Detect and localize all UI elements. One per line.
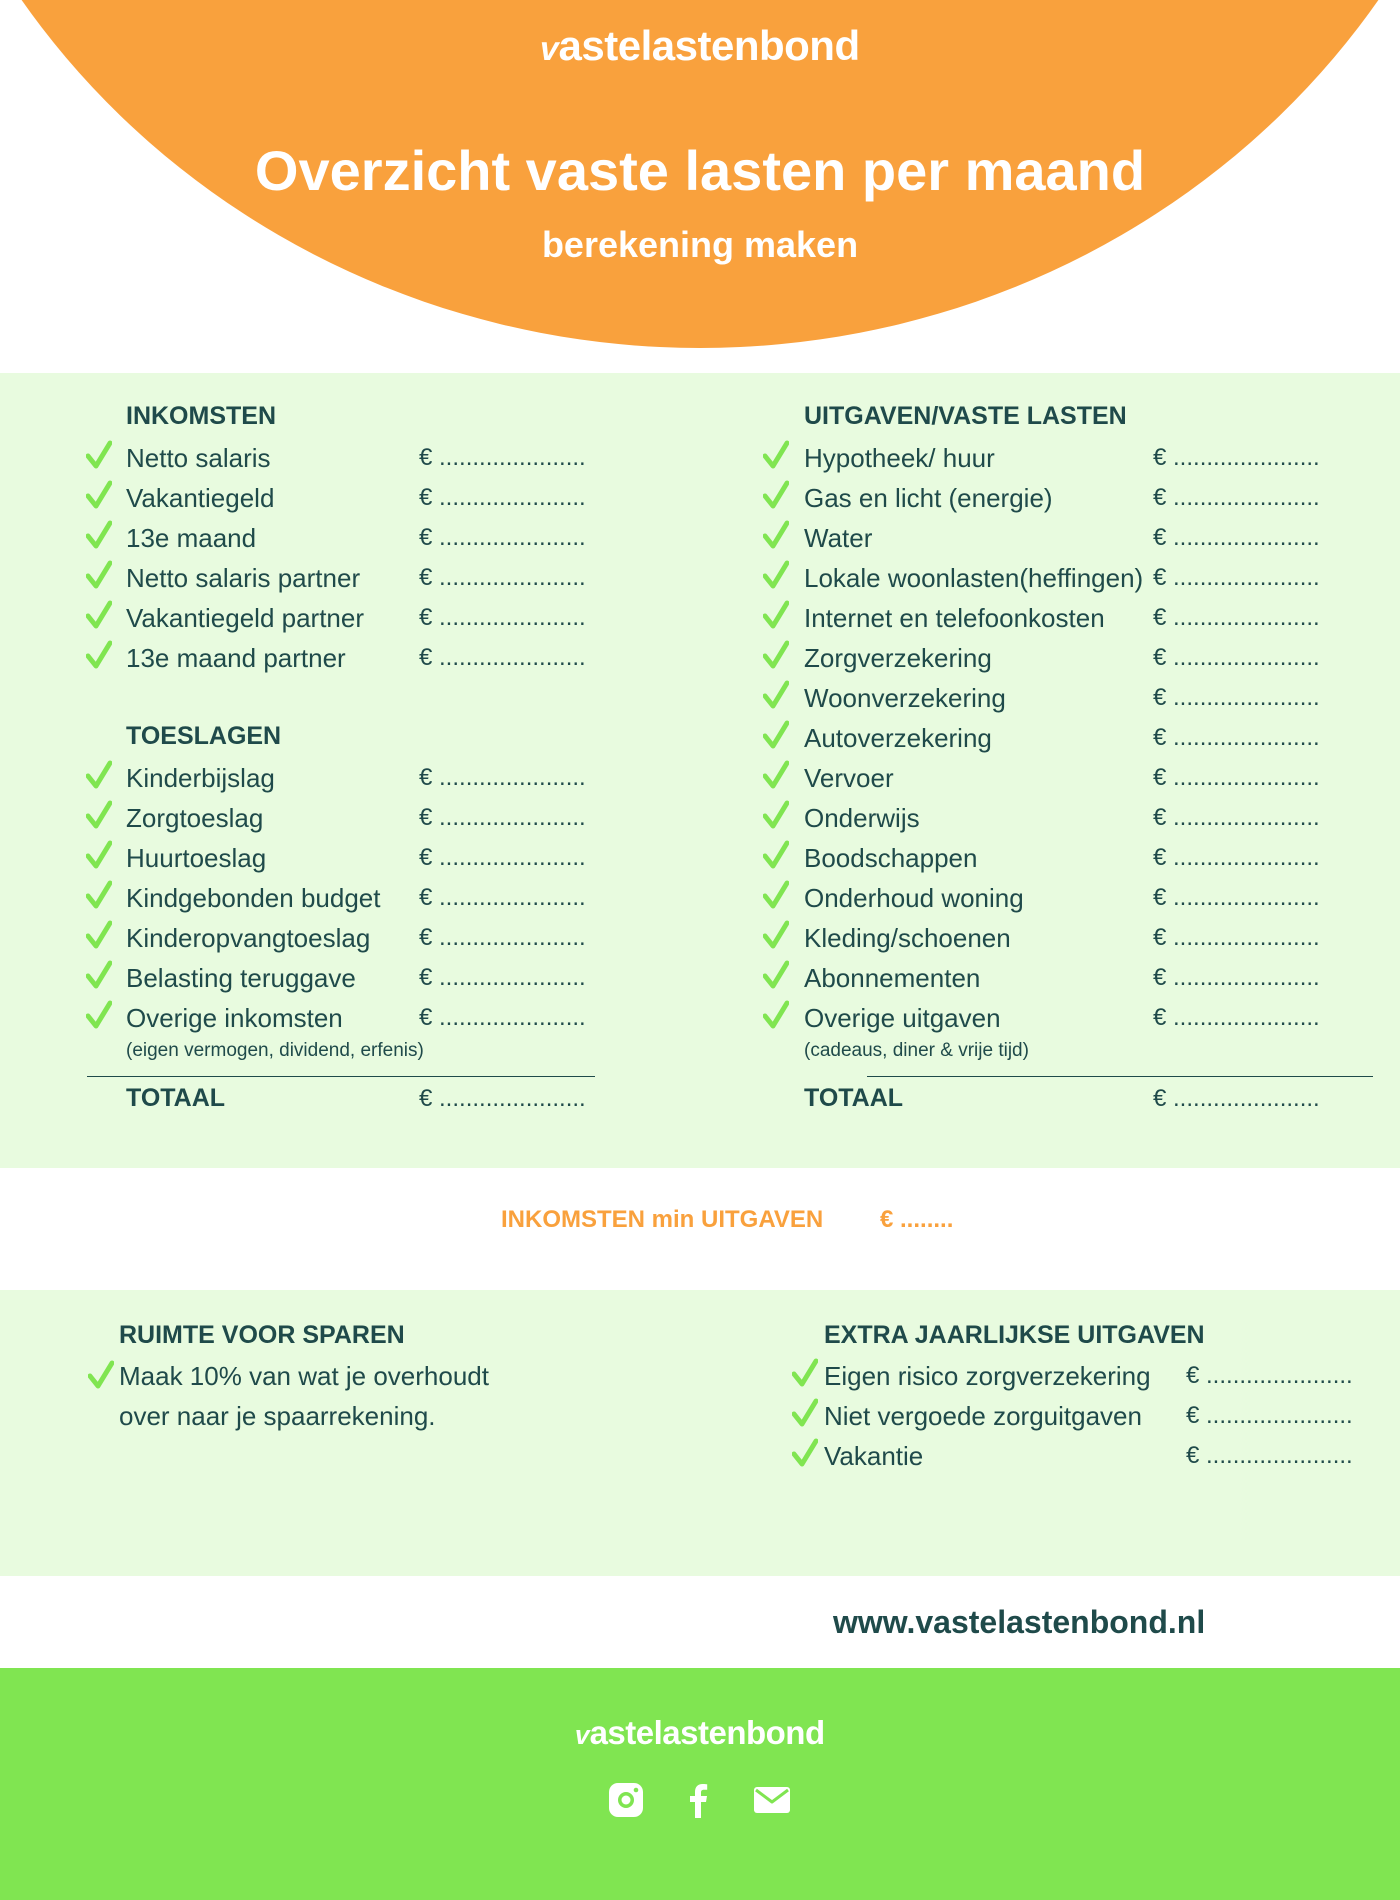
list-item — [0, 998, 1400, 1038]
item-label: Belasting teruggave — [126, 963, 356, 993]
list-item — [0, 678, 1400, 718]
item-label: Autoverzekering — [804, 723, 992, 753]
item-label: Overige uitgaven — [804, 1003, 1001, 1033]
check-icon — [763, 440, 789, 470]
section-title-uitgaven: UITGAVEN/VASTE LASTEN — [804, 402, 1127, 430]
footer — [0, 1668, 1400, 1900]
facebook-icon[interactable] — [678, 1780, 718, 1820]
item-label: Lokale woonlasten(heffingen) — [804, 563, 1144, 593]
amount-field[interactable]: € ...................... — [419, 644, 586, 671]
amount-field[interactable]: € ...................... — [1153, 884, 1320, 911]
amount-field[interactable]: € ...................... — [1153, 684, 1320, 711]
check-icon — [763, 520, 789, 550]
item-label: Netto salaris — [126, 443, 271, 473]
footer-logo-initial: v — [572, 1720, 593, 1750]
amount-field[interactable]: € ...................... — [1153, 804, 1320, 831]
net-result-label: INKOMSTEN min UITGAVEN — [501, 1206, 824, 1233]
total-label-inkomsten: TOTAAL — [126, 1084, 226, 1112]
list-item — [0, 1436, 1400, 1476]
footer-logo[interactable] — [0, 1714, 1400, 1752]
social-links — [606, 1780, 796, 1824]
amount-field[interactable]: € ...................... — [419, 804, 586, 831]
page-title: Overzicht vaste lasten per maand — [254, 139, 1146, 202]
item-label: Kinderopvangtoeslag — [126, 923, 371, 953]
section-title-inkomsten: INKOMSTEN — [126, 402, 276, 430]
net-result-value[interactable]: € ........ — [880, 1206, 954, 1233]
list-item — [0, 798, 1400, 838]
item-label: Boodschappen — [804, 843, 978, 873]
list-item — [0, 1396, 1400, 1436]
section-title-sparen: RUIMTE VOOR SPAREN — [119, 1321, 405, 1349]
list-item — [0, 878, 1400, 918]
check-icon — [763, 480, 789, 510]
item-label: 13e maand partner — [126, 643, 346, 673]
header — [0, 0, 1400, 370]
amount-field[interactable]: € ...................... — [419, 524, 586, 551]
footer-logo-text: astelastenbond — [589, 1714, 825, 1751]
item-label: Overige inkomsten — [126, 1003, 343, 1033]
amount-field[interactable]: € ...................... — [1153, 844, 1320, 871]
amount-field[interactable]: € ...................... — [1153, 644, 1320, 671]
amount-field[interactable]: € ...................... — [1186, 1402, 1353, 1429]
list-item — [0, 638, 1400, 678]
item-label: Kinderbijslag — [126, 763, 275, 793]
check-icon — [792, 1438, 818, 1468]
amount-field[interactable]: € ...................... — [1153, 564, 1320, 591]
item-label: Vakantiegeld partner — [126, 603, 365, 633]
list-item — [0, 1356, 1400, 1396]
list-item — [0, 758, 1400, 798]
amount-field[interactable]: € ...................... — [1153, 484, 1320, 511]
amount-field[interactable]: € ...................... — [1186, 1362, 1353, 1389]
amount-field[interactable]: € ...................... — [419, 884, 586, 911]
item-label: Abonnementen — [804, 963, 981, 993]
check-icon — [763, 760, 789, 790]
item-label: Water — [804, 523, 873, 553]
item-label: Gas en licht (energie) — [804, 483, 1053, 513]
total-value-uitgaven[interactable]: € ...................... — [1153, 1085, 1320, 1112]
total-value-inkomsten[interactable]: € ...................... — [419, 1085, 586, 1112]
uitgaven-note: (cadeaus, diner & vrije tijd) — [804, 1040, 1029, 1061]
sparen-text-line-2: over naar je spaarrekening. — [119, 1401, 436, 1431]
check-icon — [763, 640, 789, 670]
list-item — [0, 518, 1400, 558]
check-icon — [763, 880, 789, 910]
list-item — [0, 478, 1400, 518]
check-icon — [763, 920, 789, 950]
amount-field[interactable]: € ...................... — [1153, 1004, 1320, 1031]
item-label: Netto salaris partner — [126, 563, 361, 593]
item-label: Woonverzekering — [804, 683, 1006, 713]
check-icon — [763, 960, 789, 990]
item-label: Vervoer — [804, 763, 894, 793]
check-icon — [763, 560, 789, 590]
divider-right — [867, 1076, 1373, 1077]
item-label: Vakantiegeld — [126, 483, 275, 513]
item-label: Hypotheek/ huur — [804, 443, 995, 473]
section-title-jaarlijks: EXTRA JAARLIJKSE UITGAVEN — [824, 1321, 1205, 1349]
check-icon — [792, 1358, 818, 1388]
amount-field[interactable]: € ...................... — [1186, 1442, 1353, 1469]
item-label: 13e maand — [126, 523, 257, 553]
item-label: Zorgtoeslag — [126, 803, 264, 833]
mail-icon[interactable] — [752, 1780, 792, 1820]
amount-field[interactable]: € ...................... — [419, 564, 586, 591]
list-item — [0, 838, 1400, 878]
page-subtitle: berekening maken — [541, 224, 859, 265]
amount-field[interactable]: € ...................... — [1153, 964, 1320, 991]
amount-field[interactable]: € ...................... — [1153, 604, 1320, 631]
amount-field[interactable]: € ...................... — [419, 964, 586, 991]
item-label: Kindgebonden budget — [126, 883, 381, 913]
amount-field[interactable]: € ...................... — [1153, 444, 1320, 471]
check-icon — [792, 1398, 818, 1428]
sparen-text-line-1: Maak 10% van wat je overhoudt — [119, 1361, 489, 1391]
amount-field[interactable]: € ...................... — [419, 444, 586, 471]
list-item — [0, 438, 1400, 478]
item-label: Internet en telefoonkosten — [804, 603, 1105, 633]
item-label: Zorgverzekering — [804, 643, 992, 673]
item-label: Huurtoeslag — [126, 843, 267, 873]
instagram-icon[interactable] — [606, 1780, 646, 1820]
check-icon — [763, 800, 789, 830]
amount-field[interactable]: € ...................... — [1153, 764, 1320, 791]
amount-field[interactable]: € ...................... — [1153, 724, 1320, 751]
item-label: Vakantie — [824, 1441, 924, 1471]
amount-field[interactable]: € ...................... — [419, 1004, 586, 1031]
item-label: Kleding/schoenen — [804, 923, 1011, 953]
list-item — [0, 918, 1400, 958]
amount-field[interactable]: € ...................... — [419, 924, 586, 951]
section-title-toeslagen: TOESLAGEN — [126, 722, 282, 750]
amount-field[interactable]: € ...................... — [1153, 924, 1320, 951]
list-item — [0, 718, 1400, 758]
amount-field[interactable]: € ...................... — [1153, 524, 1320, 551]
amount-field[interactable]: € ...................... — [419, 604, 586, 631]
list-item — [0, 558, 1400, 598]
item-label: Onderhoud woning — [804, 883, 1024, 913]
amount-field[interactable]: € ...................... — [419, 764, 586, 791]
item-label: Eigen risico zorgverzekering — [824, 1361, 1151, 1391]
check-icon — [763, 600, 789, 630]
logo-initial: v — [536, 31, 563, 68]
list-item — [0, 598, 1400, 638]
item-label: Onderwijs — [804, 803, 920, 833]
amount-field[interactable]: € ...................... — [419, 844, 586, 871]
logo-text: astelastenbond — [558, 22, 860, 69]
check-icon — [763, 680, 789, 710]
item-label: Niet vergoede zorguitgaven — [824, 1401, 1142, 1431]
website-link[interactable]: www.vastelastenbond.nl — [833, 1604, 1206, 1640]
divider-left — [87, 1076, 595, 1077]
check-icon — [763, 840, 789, 870]
list-item — [0, 958, 1400, 998]
check-icon — [763, 1000, 789, 1030]
inkomsten-note: (eigen vermogen, dividend, erfenis) — [126, 1040, 424, 1061]
amount-field[interactable]: € ...................... — [419, 484, 586, 511]
total-label-uitgaven: TOTAAL — [804, 1084, 904, 1112]
check-icon — [763, 720, 789, 750]
logo[interactable] — [0, 22, 1400, 70]
